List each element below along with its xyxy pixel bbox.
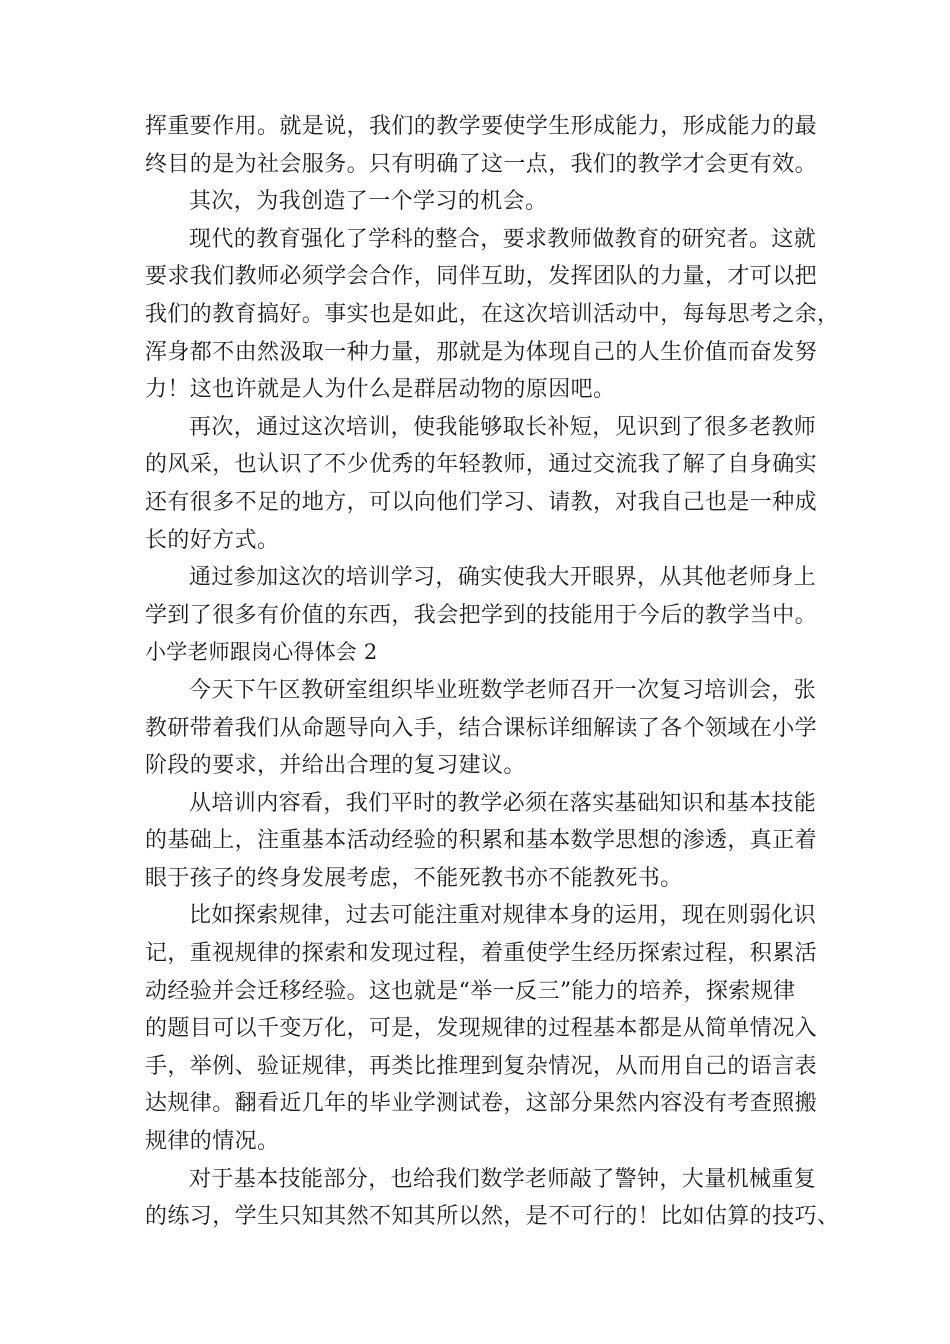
section-heading: 小学老师跟岗心得体会 2	[145, 640, 378, 665]
text-line: 我们的教育搞好。事实也是如此，在这次培训活动中，每每思考之余，	[145, 301, 840, 327]
paragraph-start-line: 再次，通过这次培训，使我能够取长补短，见识到了很多老教师	[189, 414, 817, 440]
text-line: 达规律。翻看近几年的毕业学测试卷，这部分果然内容没有考查照搬	[145, 1091, 818, 1117]
paragraph-start-line: 今天下午区教研室组织毕业班数学老师召开一次复习培训会，张	[189, 677, 817, 703]
paragraph-start-line: 从培训内容看，我们平时的教学必须在落实基础知识和基本技能	[189, 790, 817, 816]
paragraph-start-line: 通过参加这次的培训学习，确实使我大开眼界，从其他老师身上	[189, 565, 817, 591]
text-line: 挥重要作用。就是说，我们的教学要使学生形成能力，形成能力的最	[145, 114, 818, 139]
paragraph-start-line: 对于基本技能部分，也给我们数学老师敲了警钟，大量机械重复	[189, 1166, 817, 1192]
text-line: 的基础上，注重基本活动经验的积累和基本数学思想的渗透，真正着	[145, 828, 818, 854]
document-body	[145, 108, 840, 1236]
text-line: 教研带着我们从命题导向入手，结合课标详细解读了各个领域在小学	[145, 715, 818, 741]
text-line: 规律的情况。	[145, 1129, 280, 1155]
text-line: 记，重视规律的探索和发现过程，着重使学生经历探索过程，积累活	[145, 941, 818, 967]
text-line: 眼于孩子的终身发展考虑，不能死教书亦不能教死书。	[145, 865, 683, 891]
text-line: 学到了很多有价值的东西，我会把学到的技能用于今后的教学当中。	[145, 602, 818, 628]
text-line: 浑身都不由然汲取一种力量，那就是为体现自己的人生价值而奋发努	[145, 339, 818, 365]
text-line: 的题目可以千变万化，可是，发现规律的过程基本都是从简单情况入	[145, 1016, 818, 1042]
text-line: 要求我们教师必须学会合作，同伴互助，发挥团队的力量，才可以把	[145, 264, 818, 290]
text-line: 还有很多不足的地方，可以向他们学习、请教，对我自己也是一种成	[145, 489, 818, 515]
text-line: 力！这也许就是人为什么是群居动物的原因吧。	[145, 377, 616, 403]
text-line: 终目的是为社会服务。只有明确了这一点，我们的教学才会更有效。	[145, 151, 818, 177]
paragraph-start-line: 现代的教育强化了学科的整合，要求教师做教育的研究者。这就	[189, 226, 817, 252]
paragraph-start-line: 其次，为我创造了一个学习的机会。	[189, 189, 548, 215]
text-line: 阶段的要求，并给出合理的复习建议。	[145, 753, 526, 779]
text-line: 的风采，也认识了不少优秀的年轻教师，通过交流我了解了自身确实	[145, 452, 818, 478]
paragraph-start-line: 比如探索规律，过去可能注重对规律本身的运用，现在则弱化识	[189, 903, 817, 929]
text-line: 手，举例、验证规律，再类比推理到复杂情况，从而用自己的语言表	[145, 1053, 818, 1079]
text-line: 长的好方式。	[145, 527, 280, 553]
text-line: 的练习，学生只知其然不知其所以然，是不可行的！比如估算的技巧、	[145, 1204, 840, 1230]
text-line: 动经验并会迁移经验。这也就是“举一反三”能力的培养，探索规律	[145, 978, 796, 1004]
